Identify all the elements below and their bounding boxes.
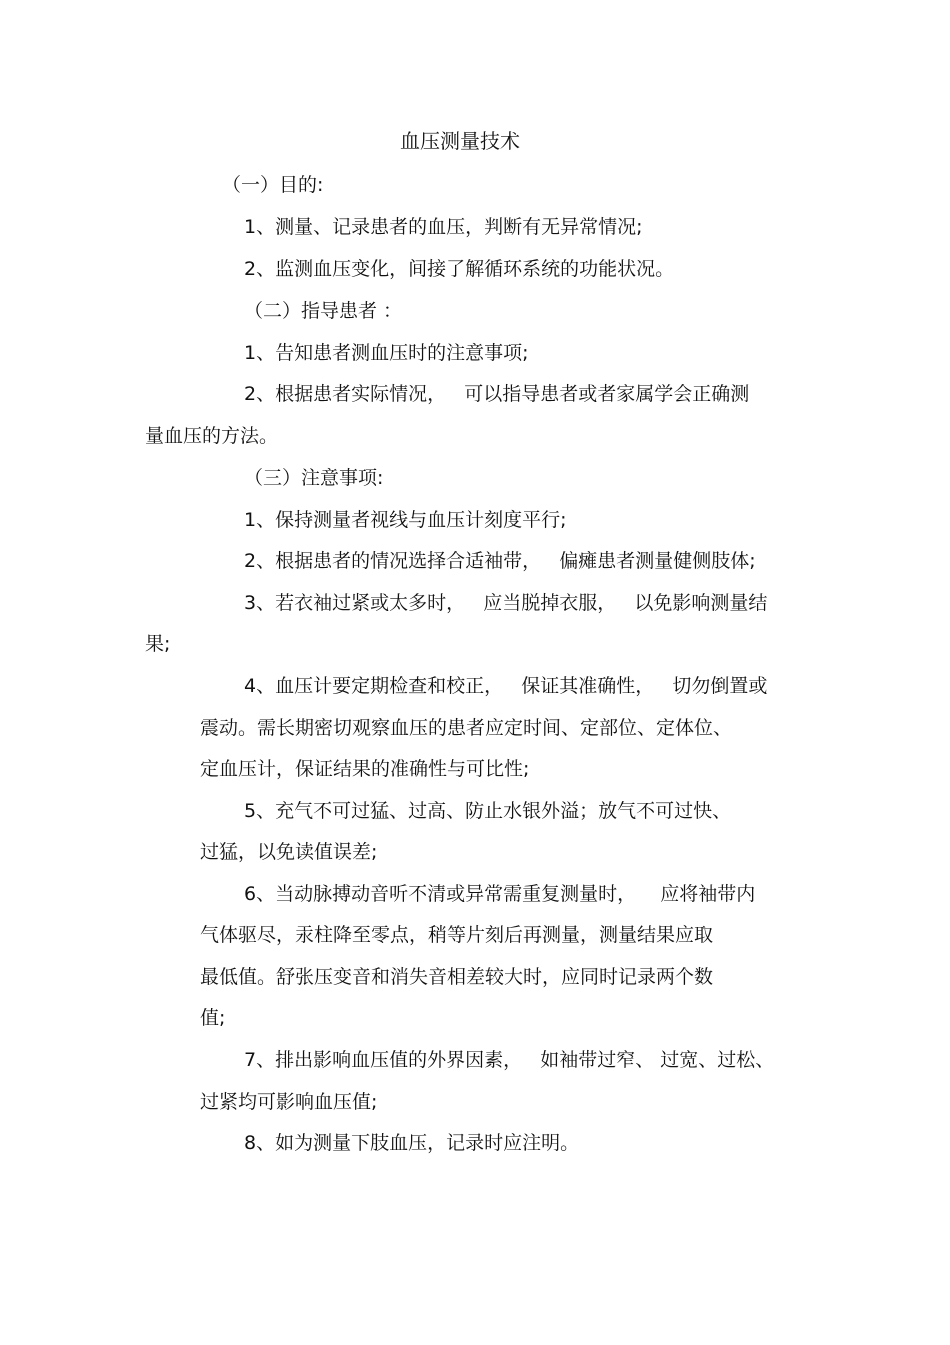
precaution-item-6-line-3: 最低值。舒张压变音和消失音相差较大时，应同时记录两个数 — [200, 966, 714, 988]
section-heading-precautions: （三）注意事项: — [244, 467, 384, 489]
section-heading-guidance: （二）指导患者 ： — [244, 300, 403, 322]
guidance-item-2-line-1: 2、根据患者实际情况， 可以指导患者或者家属学会正确测 — [244, 383, 750, 405]
precaution-item-6-line-2: 气体驱尽，汞柱降至零点，稍等片刻后再测量，测量结果应取 — [200, 924, 714, 946]
precaution-item-4-line-2: 震动。需长期密切观察血压的患者应定时间、定部位、定体位、 — [200, 717, 733, 739]
guidance-item-1: 1、告知患者测血压时的注意事项; — [244, 342, 529, 364]
precaution-item-7-line-1: 7、排出影响血压值的外界因素， 如袖带过窄、 过宽、过松、 — [244, 1049, 775, 1071]
precaution-item-7-line-2: 过紧均可影响血压值; — [200, 1091, 378, 1113]
precaution-item-3-line-1: 3、若衣袖过紧或太多时， 应当脱掉衣服， 以免影响测量结 — [244, 592, 768, 614]
section-heading-purpose: （一）目的: — [222, 174, 324, 196]
precaution-item-2: 2、根据患者的情况选择合适袖带， 偏瘫患者测量健侧肢体; — [244, 550, 756, 572]
guidance-item-2-line-2: 量血压的方法。 — [145, 425, 279, 447]
precaution-item-4-line-1: 4、血压计要定期检查和校正， 保证其准确性， 切勿倒置或 — [244, 675, 768, 697]
precaution-item-6-line-1: 6、当动脉搏动音听不清或异常需重复测量时， 应将袖带内 — [244, 883, 756, 905]
purpose-item-2: 2、监测血压变化，间接了解循环系统的功能状况。 — [244, 258, 675, 280]
precaution-item-5-line-2: 过猛，以免读值误差; — [200, 841, 378, 863]
precaution-item-6-line-4: 值; — [200, 1007, 226, 1029]
precaution-item-1: 1、保持测量者视线与血压计刻度平行; — [244, 509, 567, 531]
precaution-item-5-line-1: 5、充气不可过猛、过高、防止水银外溢；放气不可过快、 — [244, 800, 732, 822]
purpose-item-1: 1、测量、记录患者的血压，判断有无异常情况; — [244, 216, 643, 238]
precaution-item-4-line-3: 定血压计，保证结果的准确性与可比性; — [200, 758, 530, 780]
precaution-item-8: 8、如为测量下肢血压，记录时应注明。 — [244, 1132, 580, 1154]
page-title: 血压测量技术 — [400, 129, 520, 153]
precaution-item-3-line-2: 果; — [145, 633, 171, 655]
